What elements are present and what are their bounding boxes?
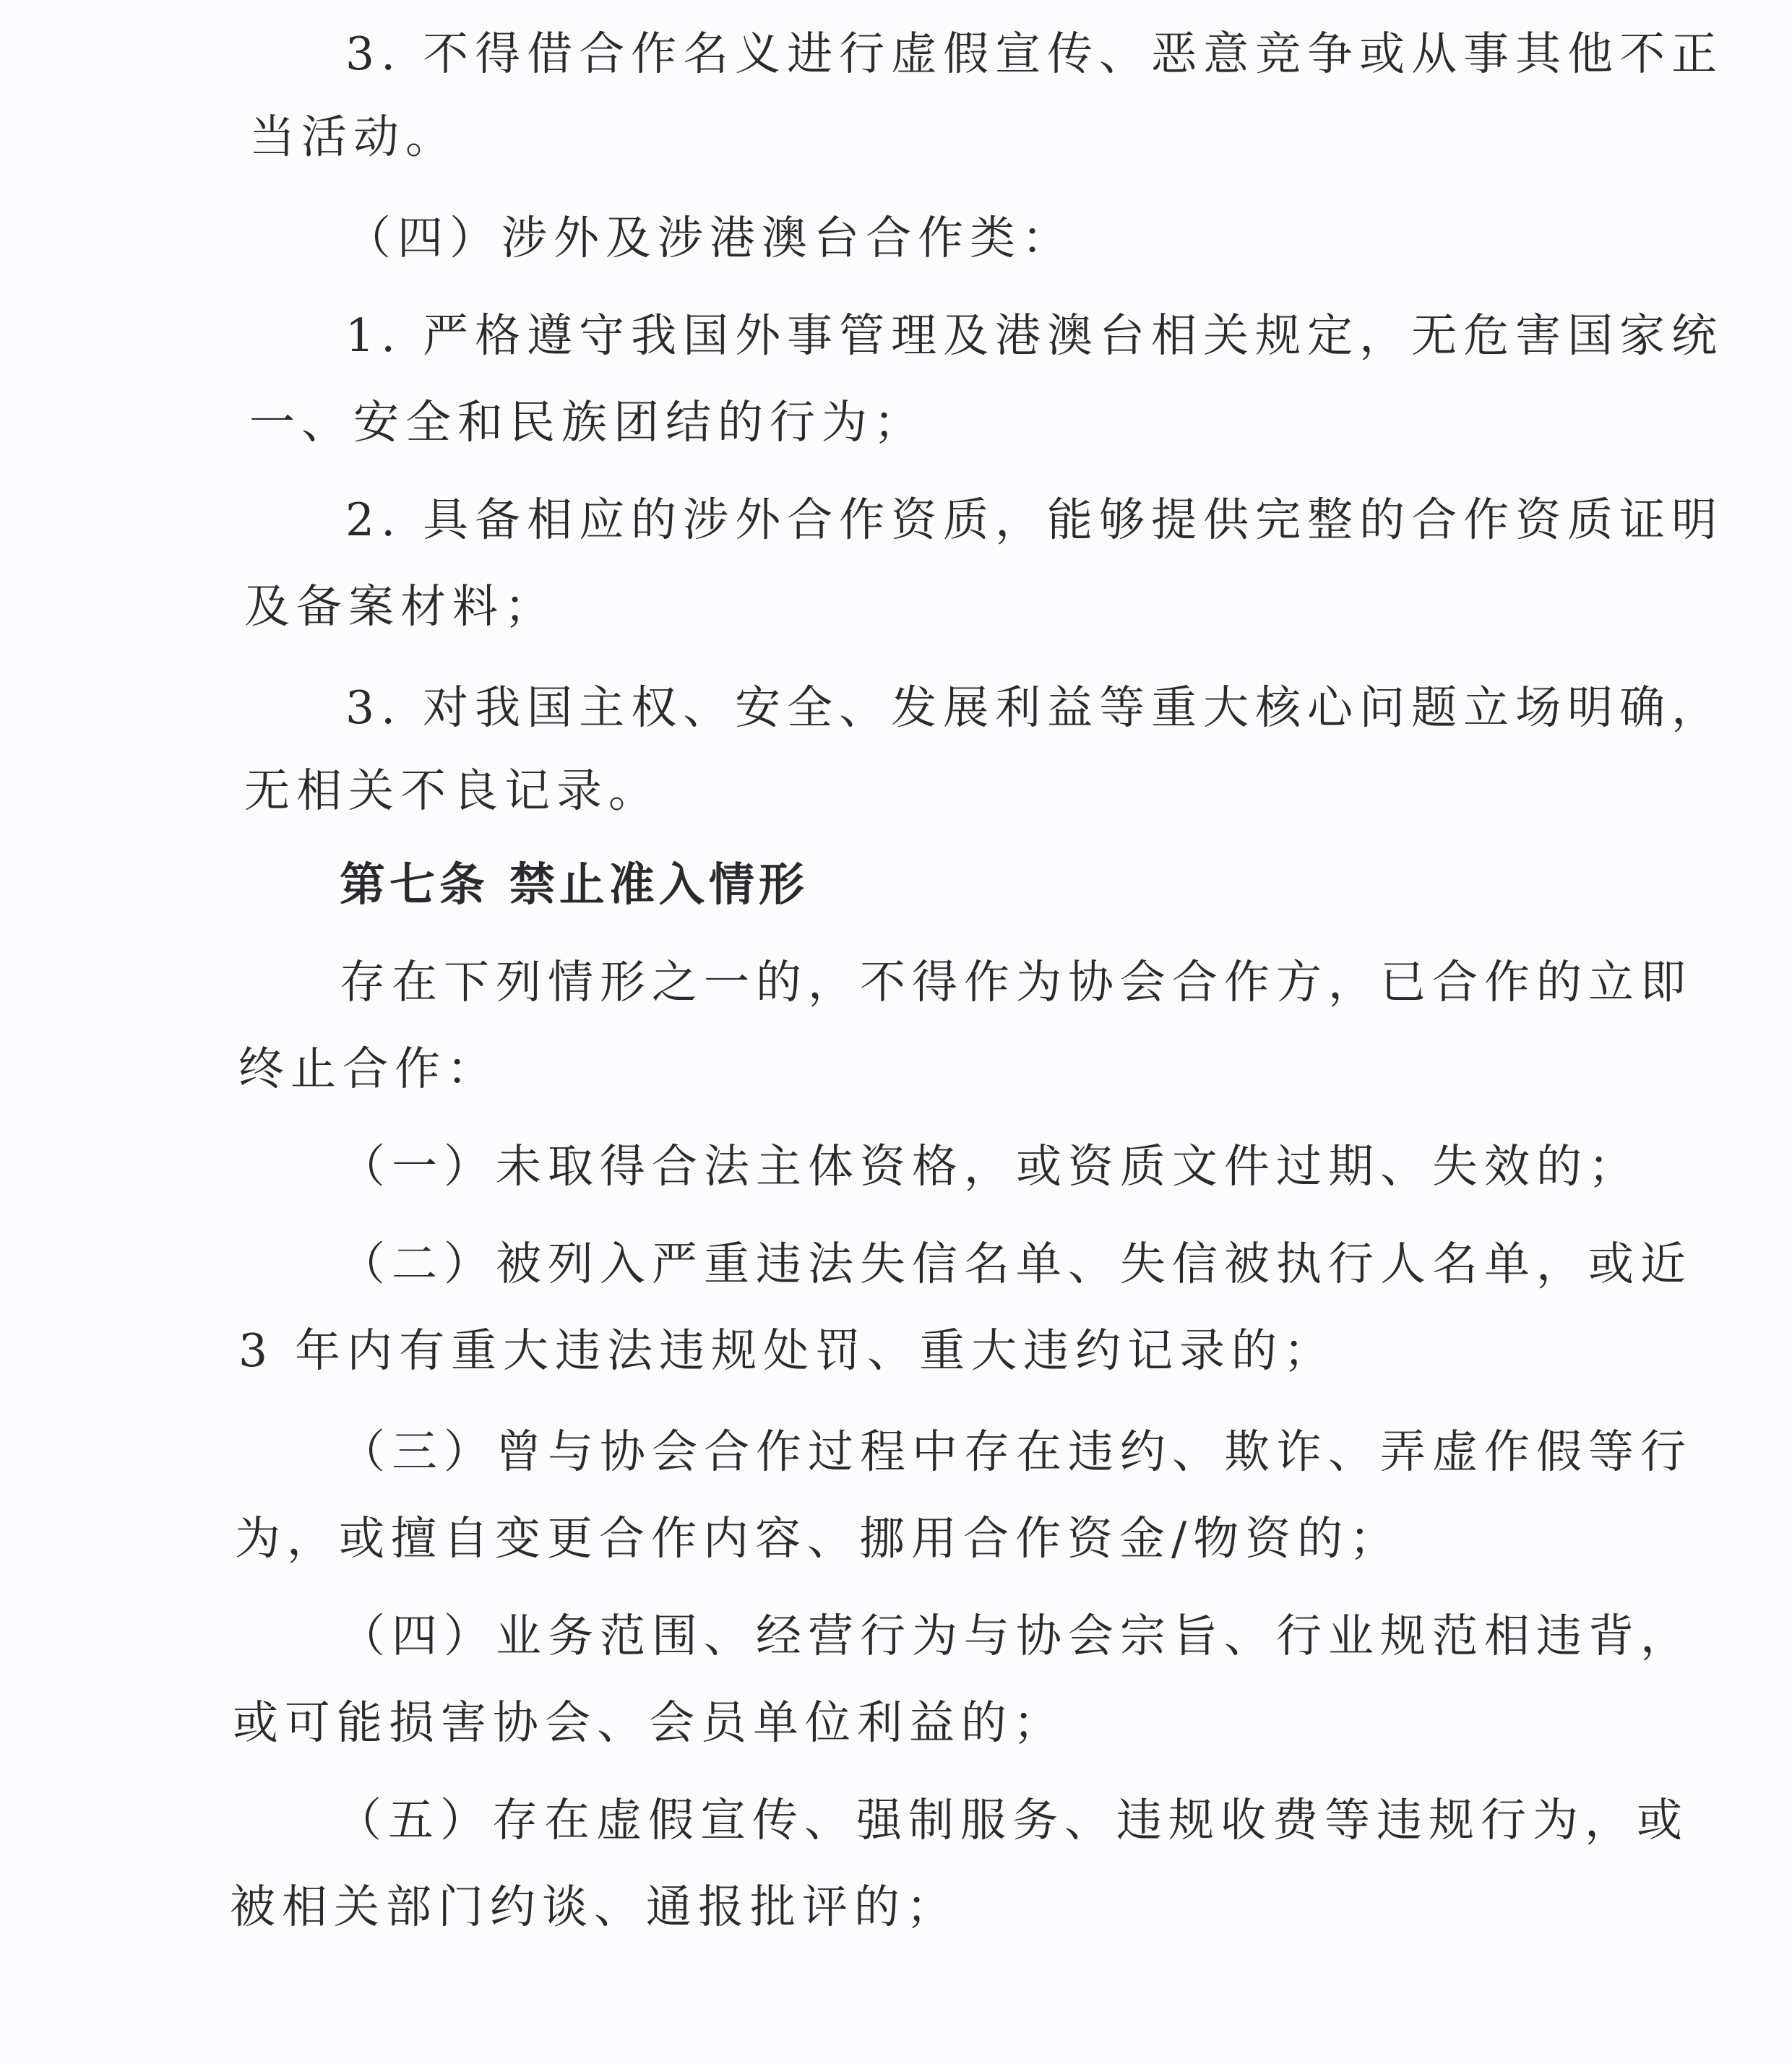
text-line: 3. 对我国主权、安全、发展利益等重大核心问题立场明确， — [345, 681, 1724, 734]
text-line: 被相关部门约谈、通报批评的； — [230, 1881, 958, 1933]
text-line: （二）被列入严重违法失信名单、失信被执行人名单，或近 — [340, 1238, 1692, 1290]
text-line: 无相关不良记录。 — [244, 764, 660, 817]
text-line: （三）曾与协会合作过程中存在违约、欺诈、弄虚作假等行 — [340, 1425, 1692, 1478]
text-line: 终止合作： — [238, 1042, 499, 1095]
text-line: 及备案材料； — [244, 580, 556, 633]
text-line: （一）未取得合法主体资格，或资质文件过期、失效的； — [340, 1140, 1640, 1193]
article-heading: 第七条 禁止准入情形 — [340, 858, 809, 911]
text-line: 一、安全和民族团结的行为； — [249, 396, 926, 449]
text-line: 当活动。 — [249, 111, 457, 163]
text-line: 3. 不得借合作名义进行虚假宣传、恶意竞争或从事其他不正 — [345, 27, 1724, 80]
text-line: 存在下列情形之一的，不得作为协会合作方，已合作的立即 — [340, 956, 1692, 1009]
text-line: 3 年内有重大违法违规处罚、重大违约记录的； — [238, 1324, 1336, 1377]
text-line: （四）业务范围、经营行为与协会宗旨、行业规范相违背， — [340, 1610, 1692, 1662]
text-line: 为，或擅自变更合作内容、挪用合作资金/物资的； — [235, 1512, 1402, 1565]
text-line: 或可能损害协会、会员单位利益的； — [233, 1696, 1065, 1749]
text-line: 1. 严格遵守我国外事管理及港澳台相关规定，无危害国家统 — [345, 309, 1724, 362]
text-line: 2. 具备相应的涉外合作资质，能够提供完整的合作资质证明 — [345, 493, 1724, 546]
text-line: （五）存在虚假宣传、强制服务、违规收费等违规行为，或 — [336, 1794, 1689, 1847]
subsection-heading: （四）涉外及涉港澳台合作类： — [345, 212, 1074, 264]
